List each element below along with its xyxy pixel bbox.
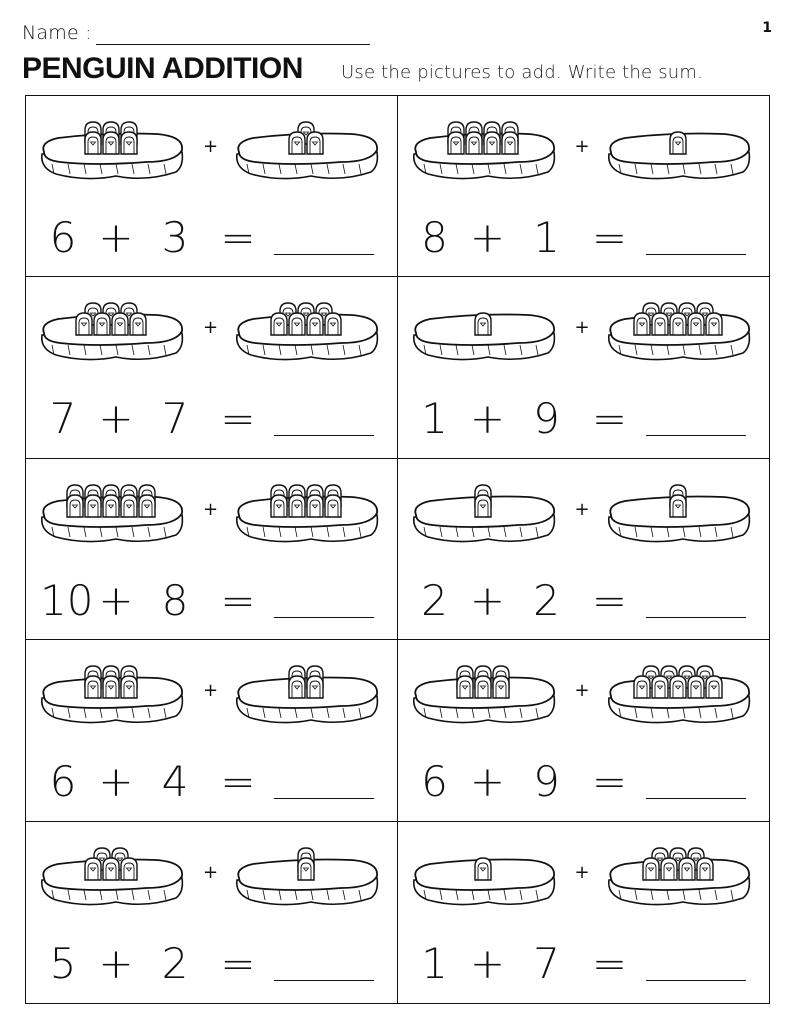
equals-sign: = [591, 213, 628, 262]
ice-floe-group-b [603, 660, 753, 732]
penguin-icon [103, 858, 119, 880]
penguin-icon [85, 858, 101, 880]
ice-floe-group-b [603, 116, 753, 188]
penguin-icon [298, 858, 314, 880]
problem-cell [26, 640, 398, 821]
penguin-icon [475, 676, 491, 698]
page-number: 1 [762, 20, 772, 36]
penguin-floe-a [408, 116, 558, 188]
problem-cell [398, 640, 770, 821]
answer-blank[interactable] [646, 980, 746, 981]
problem-cell [398, 822, 770, 1003]
penguin-icon [307, 313, 323, 335]
penguin-icon [121, 676, 137, 698]
penguin-floe-b [231, 479, 381, 551]
addend-2: 9 [533, 394, 560, 444]
ice-floe-group-b [231, 297, 381, 369]
penguin-icon [94, 313, 110, 335]
ice-floe-group-a [408, 479, 558, 551]
problem-cell [26, 96, 398, 277]
problem-cell [398, 459, 770, 640]
penguin-icon [493, 676, 509, 698]
picture-plus-sign: + [203, 317, 219, 339]
plus-sign: + [98, 575, 134, 625]
penguin-icon [121, 495, 137, 517]
penguin-icon [661, 858, 677, 880]
equation [398, 934, 770, 994]
penguin-icon [271, 313, 287, 335]
penguin-icon [643, 858, 659, 880]
answer-blank[interactable] [646, 798, 746, 799]
ice-floe-group-b [603, 479, 753, 551]
plus-sign: + [469, 938, 506, 988]
penguin-floe-a [408, 842, 558, 914]
penguin-icon [457, 676, 473, 698]
plus-sign: + [98, 213, 134, 262]
penguin-icon [121, 858, 137, 880]
penguin-floe-b [231, 842, 381, 914]
addend-1: 6 [49, 757, 77, 807]
equals-sign: = [591, 394, 628, 444]
penguin-icon [289, 676, 305, 698]
penguin-icon [475, 313, 491, 335]
penguin-icon [670, 132, 686, 154]
penguin-floe-b [603, 297, 753, 369]
equals-sign: = [220, 757, 256, 807]
plus-sign: + [469, 575, 506, 625]
addend-1: 1 [421, 938, 448, 988]
picture-plus-sign: + [203, 498, 219, 520]
ice-floe-group-a [408, 842, 558, 914]
equation [26, 389, 397, 449]
penguin-floe-a [36, 660, 186, 732]
penguin-icon [85, 132, 101, 154]
addend-2: 9 [533, 757, 560, 807]
picture-plus-sign: + [574, 861, 590, 883]
plus-sign: + [469, 213, 506, 262]
penguin-icon [85, 495, 101, 517]
ice-floe-group-a [408, 297, 558, 369]
penguin-icon [307, 495, 323, 517]
penguin-floe-b [603, 116, 753, 188]
addend-2: 8 [161, 575, 189, 625]
ice-floe-group-a [36, 116, 186, 188]
penguin-icon [67, 495, 83, 517]
ice-floe-group-b [231, 116, 381, 188]
equals-sign: = [591, 938, 628, 988]
penguin-icon [634, 313, 650, 335]
picture-plus-sign: + [203, 680, 219, 702]
picture-plus-sign: + [574, 680, 590, 702]
penguin-floe-b [603, 660, 753, 732]
answer-blank[interactable] [646, 617, 746, 618]
penguin-icon [475, 858, 491, 880]
equation [398, 208, 770, 268]
equation [398, 752, 770, 812]
picture-plus-sign: + [203, 861, 219, 883]
worksheet-title: PENGUIN ADDITION [22, 52, 303, 85]
answer-blank[interactable] [274, 980, 374, 981]
penguin-icon [121, 132, 137, 154]
penguin-icon [670, 313, 686, 335]
addend-2: 3 [161, 213, 189, 262]
penguin-floe-b [603, 479, 753, 551]
penguin-floe-a [36, 842, 186, 914]
penguin-icon [271, 495, 287, 517]
instructions: Use the pictures to add. Write the sum. [341, 62, 704, 83]
plus-sign: + [469, 394, 506, 444]
penguin-icon [688, 676, 704, 698]
ice-floe-group-a [36, 297, 186, 369]
penguin-icon [697, 858, 713, 880]
picture-plus-sign: + [574, 136, 590, 157]
equals-sign: = [220, 394, 256, 444]
equals-sign: = [220, 938, 256, 988]
equals-sign: = [220, 575, 256, 625]
penguin-icon [85, 676, 101, 698]
penguin-floe-a [408, 479, 558, 551]
answer-blank[interactable] [646, 435, 746, 436]
equation [26, 752, 397, 812]
addend-1: 6 [49, 213, 77, 262]
penguin-floe-a [36, 297, 186, 369]
addend-2: 2 [161, 938, 189, 988]
addend-2: 7 [533, 938, 560, 988]
penguin-icon [139, 495, 155, 517]
ice-floe-group-a [36, 842, 186, 914]
penguin-icon [475, 495, 491, 517]
problem-cell [26, 277, 398, 458]
penguin-icon [448, 132, 464, 154]
name-line[interactable] [96, 44, 370, 45]
answer-blank[interactable] [274, 254, 374, 255]
penguin-icon [289, 313, 305, 335]
picture-plus-sign: + [574, 317, 590, 339]
penguin-floe-b [603, 842, 753, 914]
problem-cell [398, 277, 770, 458]
penguin-floe-a [408, 660, 558, 732]
equation [26, 934, 397, 994]
answer-blank[interactable] [646, 254, 746, 255]
penguin-icon [466, 132, 482, 154]
equation [26, 208, 397, 268]
answer-blank[interactable] [274, 435, 374, 436]
penguin-icon [76, 313, 92, 335]
penguin-floe-a [36, 116, 186, 188]
problem-cell [26, 822, 398, 1003]
penguin-icon [706, 676, 722, 698]
penguin-icon [289, 495, 305, 517]
penguin-icon [103, 676, 119, 698]
penguin-icon [634, 676, 650, 698]
penguin-icon [112, 313, 128, 335]
penguin-floe-b [231, 660, 381, 732]
penguin-icon [325, 495, 341, 517]
penguin-icon [289, 132, 305, 154]
penguin-icon [706, 313, 722, 335]
penguin-icon [307, 132, 323, 154]
ice-floe-group-a [408, 660, 558, 732]
name-label: Name : [22, 22, 92, 44]
penguin-icon [652, 313, 668, 335]
penguin-icon [670, 495, 686, 517]
problem-cell [398, 96, 770, 277]
ice-floe-group-b [231, 660, 381, 732]
equation [26, 571, 397, 631]
addend-1: 6 [421, 757, 448, 807]
equals-sign: = [220, 213, 256, 262]
picture-plus-sign: + [203, 136, 219, 157]
penguin-floe-b [231, 116, 381, 188]
addend-1: 7 [49, 394, 77, 444]
penguin-icon [325, 313, 341, 335]
penguin-icon [103, 495, 119, 517]
ice-floe-group-a [408, 116, 558, 188]
addend-2: 1 [533, 213, 560, 262]
ice-floe-group-a [36, 479, 186, 551]
penguin-icon [103, 132, 119, 154]
plus-sign: + [469, 757, 506, 807]
answer-blank[interactable] [274, 798, 374, 799]
equals-sign: = [591, 757, 628, 807]
addend-1: 1 [421, 394, 448, 444]
equation [398, 571, 770, 631]
equation [398, 389, 770, 449]
plus-sign: + [98, 938, 134, 988]
addend-1: 5 [49, 938, 77, 988]
penguin-floe-a [408, 297, 558, 369]
equals-sign: = [591, 575, 628, 625]
addend-1: 10 [40, 575, 94, 625]
picture-plus-sign: + [574, 498, 590, 520]
addend-1: 8 [421, 213, 448, 262]
penguin-icon [130, 313, 146, 335]
penguin-icon [688, 313, 704, 335]
ice-floe-group-b [603, 297, 753, 369]
plus-sign: + [98, 757, 134, 807]
ice-floe-group-b [603, 842, 753, 914]
penguin-icon [484, 132, 500, 154]
penguin-icon [502, 132, 518, 154]
problem-cell [26, 459, 398, 640]
penguin-icon [652, 676, 668, 698]
ice-floe-group-a [36, 660, 186, 732]
problem-grid [25, 95, 770, 1004]
penguin-icon [679, 858, 695, 880]
penguin-icon [307, 676, 323, 698]
addend-1: 2 [421, 575, 448, 625]
addend-2: 7 [161, 394, 189, 444]
penguin-floe-a [36, 479, 186, 551]
penguin-floe-b [231, 297, 381, 369]
addend-2: 4 [161, 757, 189, 807]
addend-2: 2 [533, 575, 560, 625]
ice-floe-group-b [231, 479, 381, 551]
answer-blank[interactable] [274, 617, 374, 618]
penguin-icon [670, 676, 686, 698]
plus-sign: + [98, 394, 134, 444]
ice-floe-group-b [231, 842, 381, 914]
